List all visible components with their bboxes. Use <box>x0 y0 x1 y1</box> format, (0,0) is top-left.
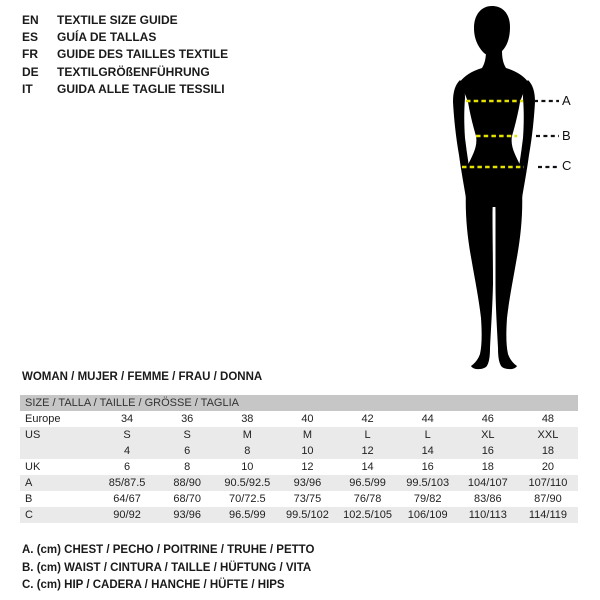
size-cell: XXL <box>537 429 559 441</box>
silhouette-head <box>474 6 510 55</box>
table-row-hip <box>20 507 578 523</box>
woman-silhouette-icon <box>420 0 600 375</box>
table-row-europe <box>20 411 578 427</box>
table-row-us-letters <box>20 427 578 443</box>
table-row-waist <box>20 491 578 507</box>
row-label: B <box>25 493 33 505</box>
size-cell: 99.5/103 <box>406 477 450 489</box>
size-cell: 107/110 <box>528 477 568 489</box>
lang-row-it <box>22 81 228 98</box>
size-cell: 85/87.5 <box>108 477 146 489</box>
size-cell: 42 <box>361 413 374 425</box>
size-cell: 110/113 <box>468 509 507 521</box>
size-cell: 99.5/102 <box>286 509 329 521</box>
silhouette-left-leg <box>466 190 494 369</box>
size-cell: 93/96 <box>293 477 322 489</box>
table-row-us-numbers <box>20 443 578 459</box>
size-cell: 96.5/99 <box>228 509 266 521</box>
size-cell: 90.5/92.5 <box>224 477 271 489</box>
lang-row-es <box>22 28 228 45</box>
size-cell: 18 <box>481 461 494 473</box>
size-cell: 16 <box>421 461 434 473</box>
size-cell: 8 <box>244 445 251 457</box>
silhouette-right-leg <box>494 190 522 369</box>
size-cell: 44 <box>421 413 434 425</box>
size-cell: S <box>183 429 191 441</box>
row-label: C <box>25 509 33 521</box>
size-cell: 12 <box>361 445 374 457</box>
size-cell: 88/90 <box>173 477 201 489</box>
size-cell: 104/107 <box>467 477 508 489</box>
size-cell: 79/82 <box>413 493 442 505</box>
table-row-uk <box>20 459 578 475</box>
size-cell: 90/92 <box>113 509 141 521</box>
size-cell: 106/109 <box>407 509 448 521</box>
size-cell: 10 <box>241 461 254 473</box>
size-cell: 10 <box>301 445 314 457</box>
language-title-list <box>22 11 228 98</box>
lang-title: GUÍA DE TALLAS <box>57 30 157 45</box>
table-row-chest <box>20 475 578 491</box>
size-cell: 73/75 <box>293 493 322 505</box>
size-cell: 93/96 <box>173 509 201 521</box>
size-cell: 102.5/105 <box>343 509 393 521</box>
size-cell: 8 <box>184 461 191 473</box>
size-cell: 76/78 <box>353 493 382 505</box>
size-table <box>20 395 578 523</box>
lang-code: IT <box>22 82 33 97</box>
size-cell: S <box>123 429 131 441</box>
size-cell: 38 <box>241 413 254 425</box>
size-cell: 20 <box>541 461 555 473</box>
row-label: UK <box>25 461 41 473</box>
size-cell: 87/90 <box>534 493 562 505</box>
size-cell: 46 <box>481 413 494 425</box>
lang-title: GUIDE DES TAILLES TEXTILE <box>57 47 229 62</box>
size-cell: 48 <box>541 413 555 425</box>
size-cell: M <box>302 429 313 441</box>
size-cell: 34 <box>120 413 134 425</box>
size-cell: 70/72.5 <box>228 493 266 505</box>
row-label: A <box>25 477 33 489</box>
size-cell: 6 <box>184 445 191 457</box>
measure-label-c: C <box>562 158 572 174</box>
lang-code: DE <box>22 64 39 79</box>
measure-label-a: A <box>562 93 571 109</box>
lang-title: TEXTILGRÖßENFÜHRUNG <box>57 64 210 79</box>
row-label: US <box>25 429 41 441</box>
legend-line-waist: B. (cm) WAIST / CINTURA / TAILLE / HÜFTUNG / VITA <box>22 561 312 574</box>
section-title-woman: WOMAN / MUJER / FEMME / FRAU / DONNA <box>22 371 263 383</box>
size-cell: 18 <box>541 445 555 457</box>
size-cell: 64/67 <box>113 493 141 505</box>
row-label <box>20 443 97 459</box>
lang-row-en <box>22 11 228 28</box>
lang-title: GUIDA ALLE TAGLIE TESSILI <box>57 82 225 97</box>
size-cell: 68/70 <box>173 493 201 505</box>
size-cell: 4 <box>124 445 131 457</box>
lang-code: FR <box>22 47 38 62</box>
size-table-header: SIZE / TALLA / TAILLE / GRÖSSE / TAGLIA <box>20 395 578 411</box>
legend-line-chest: A. (cm) CHEST / PECHO / POITRINE / TRUHE / PETTO <box>22 544 315 556</box>
size-cell: 40 <box>301 413 314 425</box>
lang-code: ES <box>22 30 39 45</box>
lang-code: EN <box>22 12 39 27</box>
lang-title: TEXTILE SIZE GUIDE <box>57 12 178 27</box>
size-cell: 114/119 <box>528 509 567 521</box>
size-cell: L <box>364 429 371 441</box>
size-cell: 96.5/99 <box>349 477 386 489</box>
lang-row-de <box>22 63 228 80</box>
size-cell: 6 <box>124 461 131 473</box>
lang-row-fr <box>22 46 228 63</box>
size-cell: 83/86 <box>474 493 502 505</box>
size-cell: 14 <box>421 445 434 457</box>
measure-label-b: B <box>562 128 571 144</box>
size-cell: 16 <box>481 445 494 457</box>
row-label: Europe <box>25 413 61 425</box>
size-cell: XL <box>481 429 495 441</box>
size-cell: 14 <box>361 461 374 473</box>
legend-line-hip: C. (cm) HIP / CADERA / HANCHE / HÜFTE / HIPS <box>22 579 285 591</box>
size-cell: M <box>242 429 252 441</box>
measurement-legend <box>22 542 314 595</box>
size-cell: L <box>424 429 431 441</box>
size-cell: 36 <box>181 413 194 425</box>
size-cell: 12 <box>301 461 314 473</box>
